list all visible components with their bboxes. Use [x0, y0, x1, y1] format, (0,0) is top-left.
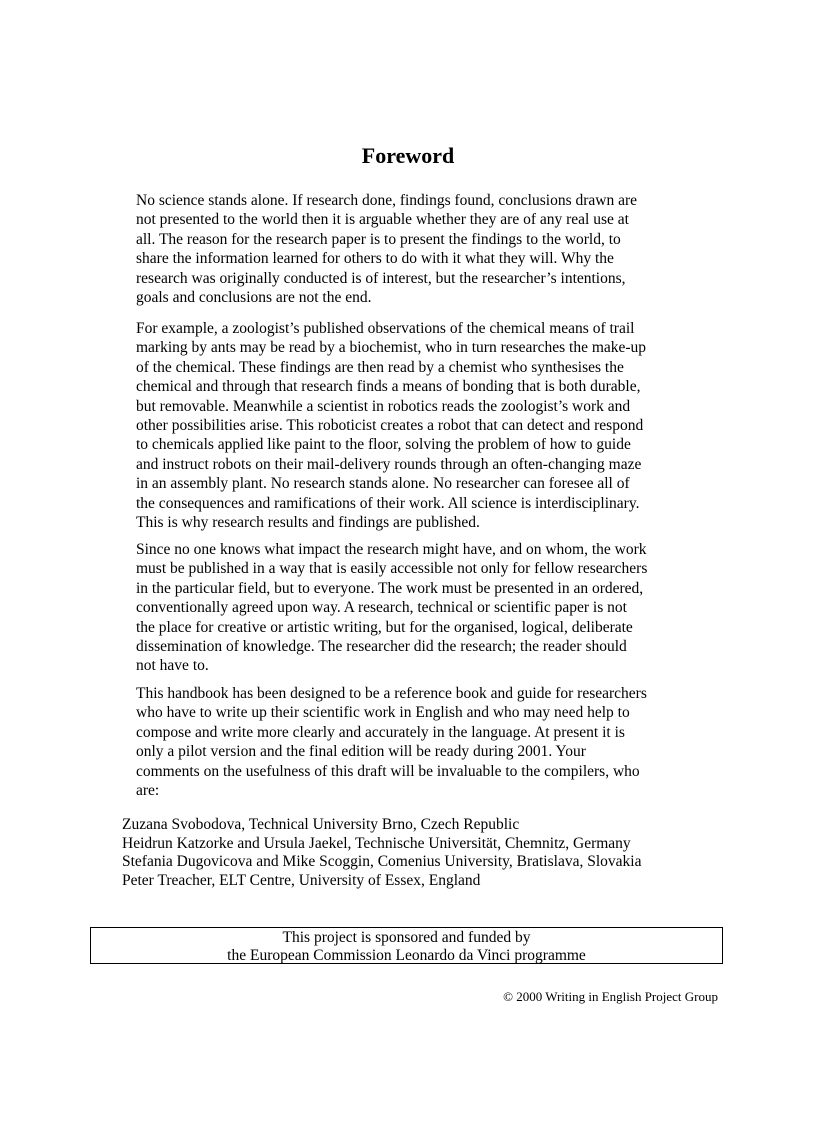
paragraph-line: in an assembly plant. No research stands alone. No researcher can foresee all of	[136, 475, 630, 493]
paragraph-line: research was originally conducted is of interest, but the researcher’s intentions,	[136, 269, 626, 287]
paragraph-2	[136, 319, 696, 532]
paragraph-line: other possibilities arise. This roboticist creates a robot that can detect and respond	[136, 417, 644, 435]
paragraph-line: the place for creative or artistic writing, but for the organised, logical, deliberate	[136, 618, 633, 636]
paragraph-line: compose and write more clearly and accurately in the language. At present it is	[136, 723, 625, 741]
compiler-entry: Heidrun Katzorke and Ursula Jaekel, Technische Universität, Chemnitz, Germany	[122, 834, 631, 852]
paragraph-line: share the information learned for others to do with it what they will. Why the	[136, 250, 614, 268]
paragraph-line: and instruct robots on their mail-delivery rounds through an often-changing maze	[136, 455, 642, 473]
page-title: Foreword	[361, 143, 455, 168]
compilers-list	[122, 816, 722, 890]
sponsor-line: the European Commission Leonardo da Vinci programme	[227, 947, 586, 964]
paragraph-line: goals and conclusions are not the end.	[136, 289, 372, 307]
paragraph-line: but removable. Meanwhile a scientist in robotics reads the zoologist’s work and	[136, 397, 631, 415]
sponsor-box	[90, 927, 723, 964]
paragraph-line: of the chemical. These findings are then read by a chemist who synthesises the	[136, 358, 624, 376]
paragraph-3	[136, 540, 696, 676]
paragraph-line: chemical and through that research finds a means of bonding that is both durable,	[136, 378, 641, 396]
paragraph-line: Since no one knows what impact the research might have, and on whom, the work	[136, 541, 647, 558]
paragraph-line: all. The reason for the research paper is to present the findings to the world, to	[136, 230, 621, 248]
paragraph-1	[136, 191, 696, 307]
paragraph-4	[136, 684, 696, 800]
paragraph-line: to chemicals applied like paint to the floor, solving the problem of how to guide	[136, 436, 631, 454]
paragraph-line: must be published in a way that is easily accessible not only for fellow researchers	[136, 560, 648, 578]
sponsor-line: This project is sponsored and funded by	[282, 929, 531, 946]
paragraph-line: who have to write up their scientific work in English and who may need help to	[136, 704, 630, 722]
paragraph-line: This handbook has been designed to be a reference book and guide for researchers	[136, 685, 647, 702]
paragraph-line: For example, a zoologist’s published observations of the chemical means of trail	[136, 320, 635, 337]
copyright-notice: © 2000 Writing in English Project Group	[503, 989, 718, 1004]
paragraph-line: dissemination of knowledge. The researcher did the research; the reader should	[136, 638, 627, 656]
paragraph-line: only a pilot version and the final edition will be ready during 2001. Your	[136, 743, 586, 761]
compiler-entry: Zuzana Svobodova, Technical University Brno, Czech Republic	[122, 816, 520, 833]
compiler-entry: Stefania Dugovicova and Mike Scoggin, Comenius University, Bratislava, Slovakia	[122, 853, 642, 871]
paragraph-line: This is why research results and findings are published.	[136, 514, 480, 532]
paragraph-line: marking by ants may be read by a biochemist, who in turn researches the make-up	[136, 339, 647, 357]
paragraph-line: comments on the usefulness of this draft will be invaluable to the compilers, who	[136, 762, 640, 780]
paragraph-line: not have to.	[136, 657, 209, 675]
paragraph-line: in the particular field, but to everyone. The work must be presented in an ordered,	[136, 579, 644, 597]
paragraph-line: No science stands alone. If research done, findings found, conclusions drawn are	[136, 192, 638, 209]
paragraph-line: the consequences and ramifications of their work. All science is interdisciplinary.	[136, 494, 640, 512]
paragraph-line: are:	[136, 782, 160, 800]
compiler-entry: Peter Treacher, ELT Centre, University of Essex, England	[122, 871, 481, 889]
paragraph-line: not presented to the world then it is arguable whether they are of any real use at	[136, 211, 629, 229]
paragraph-line: conventionally agreed upon way. A research, technical or scientific paper is not	[136, 599, 627, 617]
